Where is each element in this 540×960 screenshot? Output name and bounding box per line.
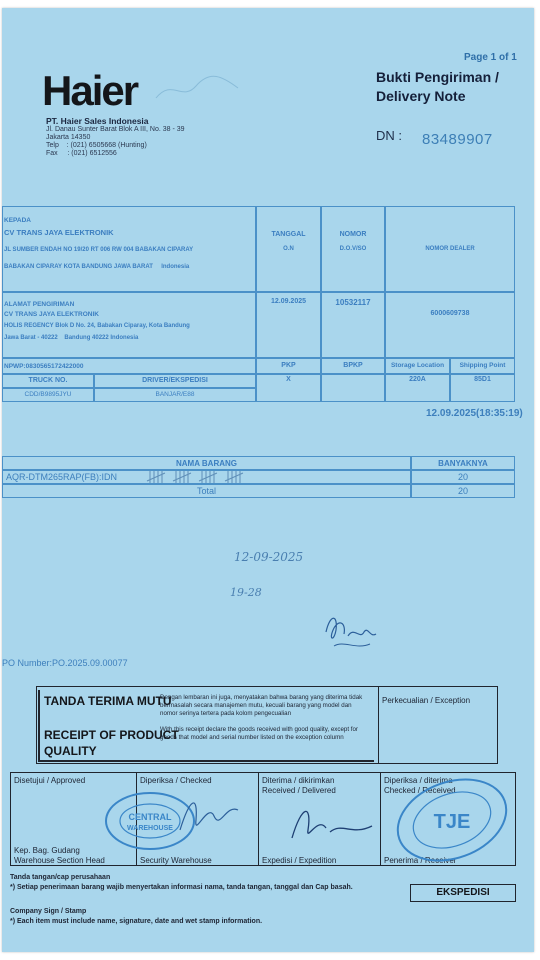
handwritten-signature: [320, 610, 380, 656]
warehouse-head-line1: Kep. Bag. Gudang: [14, 846, 80, 855]
copy-label: EKSPEDISI: [436, 887, 490, 898]
dn-label: DN :: [376, 128, 402, 143]
receipt-quality-line2: QUALITY: [44, 744, 97, 758]
stamp-id-label: Tanda tangan/cap perusahaan: [10, 874, 111, 881]
sig-divider-2: [258, 772, 259, 866]
handwritten-code: 19-28: [230, 586, 262, 599]
received-delivered-line2: Received / Delivered: [262, 786, 336, 795]
receipt-text-en: With this receipt declare the goods received with good quality, except for goods that model and serial number listed on the exception column: [160, 726, 358, 741]
shipping-label: Shipping Point: [459, 362, 506, 369]
print-timestamp: 12.09.2025(18:35:19): [426, 408, 523, 419]
tanggal-value: 12.09.2025: [270, 298, 307, 305]
ship-name: CV TRANS JAYA ELEKTRONIK: [4, 311, 99, 318]
dealer-value: 6000609738: [430, 310, 470, 317]
truck-value: CDD/B9895JYU: [24, 391, 72, 398]
svg-text:TJE: TJE: [433, 811, 471, 833]
company-name: PT. Haier Sales Indonesia: [46, 116, 149, 126]
receipt-quality-line1: RECEIPT OF PRODUCT: [44, 728, 179, 742]
pkp-label: PKP: [281, 362, 296, 369]
expedition-signature: [282, 798, 378, 850]
ink-scribble: [152, 68, 242, 108]
nomor-dealer-label: NOMOR DEALER: [425, 246, 475, 252]
delivery-note-sheet: [2, 8, 534, 952]
company-phone: Telp : (021) 6505668 (Hunting): [46, 142, 147, 149]
dealer-value-box: [385, 292, 515, 358]
ship-address-1: HOLIS REGENCY Blok D No. 24, Babakan Ciparay, Kota Bandung: [4, 323, 190, 329]
doc-title-line2: Delivery Note: [376, 88, 466, 104]
pkp-value: X: [286, 376, 291, 383]
driver-label: DRIVER/EKSPEDISI: [142, 377, 208, 384]
nomor-value: 10532117: [335, 298, 371, 307]
po-number: PO Number:PO.2025.09.00077: [2, 658, 128, 668]
stamp-id-text: *) Setiap penerimaan barang wajib menyertakan informasi nama, tanda tangan, tanggal dan Cap basah.: [10, 884, 353, 891]
nama-barang-label: NAMA BARANG: [175, 459, 238, 468]
storage-label: Storage Location: [390, 362, 445, 369]
item-row-name: AQR-DTM265RAP(FB):IDN: [6, 472, 118, 482]
total-label: Total: [196, 486, 216, 496]
checked-received-line1: Diperiksa / diterima: [384, 776, 453, 785]
dn-number: 83489907: [422, 131, 493, 148]
checked-label: Diperiksa / Checked: [140, 776, 212, 785]
tanggal-label: TANGGAL: [271, 231, 306, 238]
shipping-value: 85D1: [474, 376, 491, 383]
customer-address-1: JL SUMBER ENDAH NO 19/20 RT 006 RW 004 BABAKAN CIPARAY: [4, 247, 194, 253]
exception-label: Perkecualian / Exception: [382, 696, 471, 705]
kepada-label: KEPADA: [4, 217, 31, 224]
driver-value: BANJAR/E88: [155, 391, 195, 398]
item-row-qty: 20: [457, 472, 468, 482]
storage-value: 220A: [409, 376, 426, 383]
customer-name: CV TRANS JAYA ELEKTRONIK: [4, 228, 114, 237]
received-delivered-line1: Diterima / dikirimkan: [262, 776, 335, 785]
npwp: NPWP:0830565172422000: [4, 363, 84, 370]
bpkp-value-box: [321, 374, 385, 402]
page-indicator: Page 1 of 1: [464, 52, 517, 63]
receipt-text-id: Dengan lembaran ini juga, menyatakan bahwa barang yang diterima tidak bermasalah secara manajemen mutu, kecuali barang yang model dan nomor serinya tertera pada kolom pengecualian: [160, 694, 363, 717]
tanda-terima-mutu: TANDA TERIMA MUTU: [44, 694, 172, 708]
ship-address-2: Jawa Barat - 40222 Bandung 40222 Indonesia: [4, 335, 139, 341]
security-label: Security Warehouse: [140, 856, 212, 865]
customer-address-2: BABAKAN CIPARAY KOTA BANDUNG JAWA BARAT Indonesia: [4, 264, 190, 270]
sig-divider-3: [380, 772, 381, 866]
penerima-label: Penerima / Receiver: [384, 856, 457, 865]
company-address-1: Jl. Danau Sunter Barat Blok A III, No. 38 - 39: [46, 126, 185, 133]
doc-title-line1: Bukti Pengiriman /: [376, 69, 499, 85]
company-fax: Fax : (021) 6512556: [46, 150, 117, 157]
receiver-stamp: [390, 778, 514, 864]
company-address-2: Jakarta 14350: [46, 134, 91, 141]
approved-label: Disetujui / Approved: [14, 776, 86, 785]
banyaknya-label: BANYAKNYA: [438, 459, 488, 468]
svg-text:CENTRAL: CENTRAL: [128, 812, 172, 822]
total-value: 20: [457, 486, 468, 496]
checked-received-line2: Checked / Received: [384, 786, 456, 795]
svg-text:WAREHOUSE: WAREHOUSE: [127, 825, 173, 832]
quality-divider: [378, 686, 379, 764]
ship-label: ALAMAT PENGIRIMAN: [4, 301, 75, 308]
nomor-sub: D.O.V/SO: [339, 246, 367, 252]
stamp-en-text: *) Each item must include name, signature, date and wet stamp information.: [10, 918, 263, 925]
warehouse-head-line2: Warehouse Section Head: [14, 856, 105, 865]
stamp-en-label: Company Sign / Stamp: [10, 908, 87, 915]
handwritten-date: 12-09-2025: [234, 550, 304, 564]
tanggal-sub: O.N: [283, 246, 294, 252]
truck-label: TRUCK NO.: [28, 377, 68, 384]
nomor-label: NOMOR: [339, 231, 367, 238]
haier-logo: Haier: [42, 67, 138, 114]
bpkp-label: BPKP: [343, 362, 363, 369]
expedisi-label: Expedisi / Expedition: [262, 856, 337, 865]
checked-signature: [174, 790, 244, 844]
